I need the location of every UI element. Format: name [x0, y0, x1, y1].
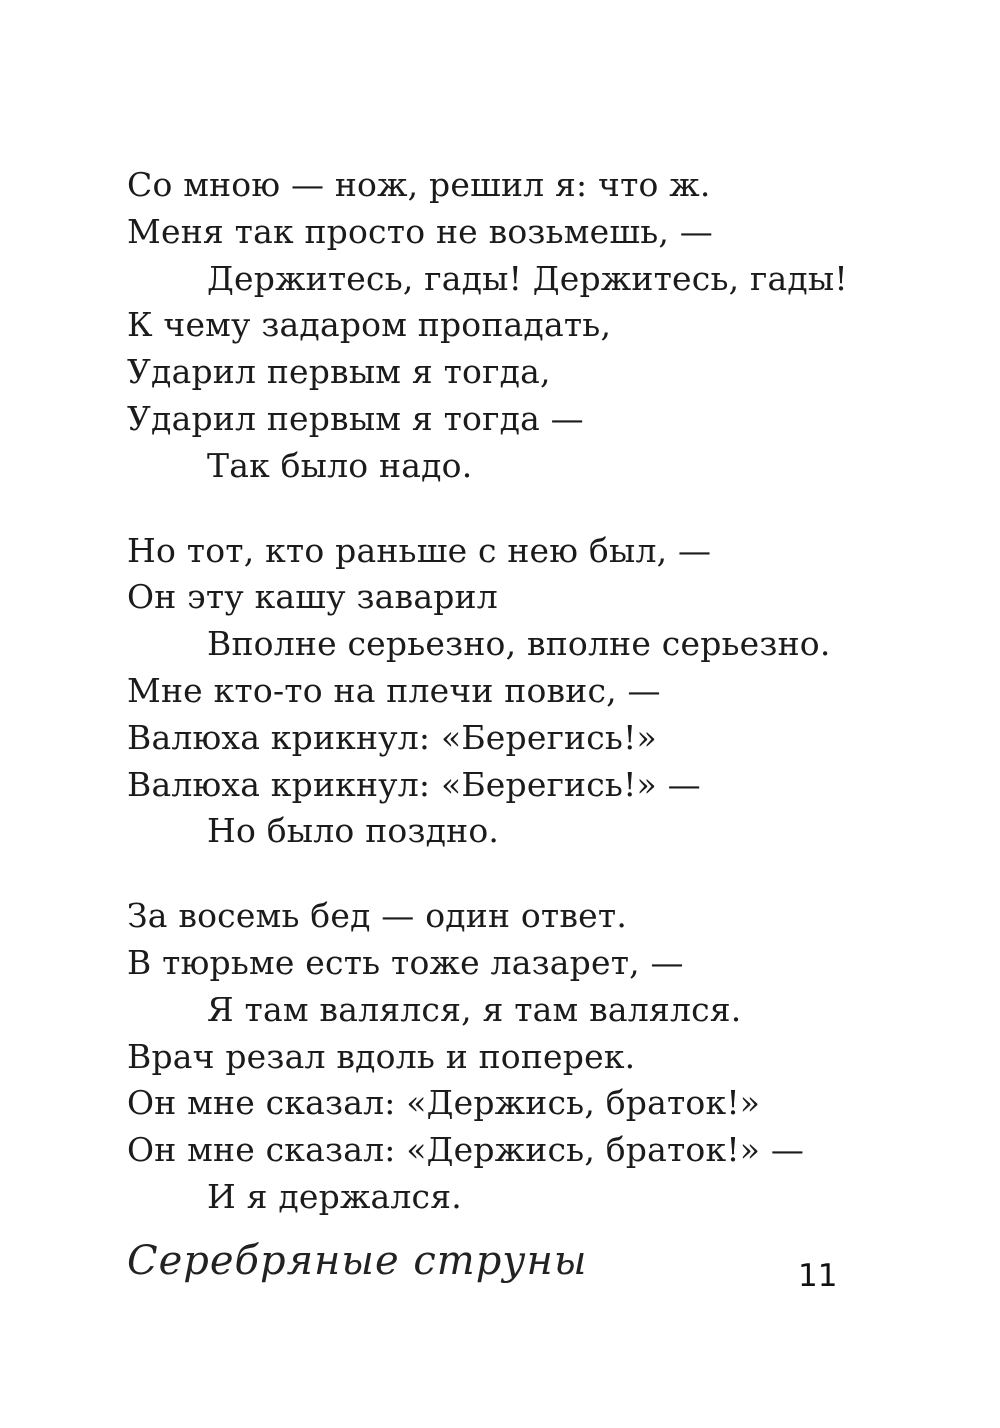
poem-line: Но тот, кто раньше с нею был, — [127, 530, 712, 570]
poem-line: Он мне сказал: «Держись, браток!» [127, 1083, 761, 1123]
page-footer [0, 1238, 1000, 1308]
poem-line: Держитесь, гады! Держитесь, гады! [207, 258, 848, 298]
page-number: 11 [798, 1258, 838, 1294]
poem-line: Врач резал вдоль и поперек. [127, 1036, 636, 1076]
poem-line: Но было поздно. [207, 811, 500, 851]
poem-line: Вполне серьезно, вполне серьезно. [207, 624, 831, 664]
stanza-2 [127, 528, 848, 856]
poem-line: Ударил первым я тогда, [127, 352, 551, 392]
poem-line: Я там валялся, я там валялся. [207, 989, 742, 1029]
poem-line: В тюрьме есть тоже лазарет, — [127, 942, 684, 982]
poem-line: Мне кто-то на плечи повис, — [127, 670, 661, 710]
stanza-1 [127, 162, 848, 490]
poem-line: Валюха крикнул: «Берегись!» [127, 717, 657, 757]
poem-line: И я держался. [207, 1176, 462, 1216]
poem-line: Так было надо. [207, 445, 473, 485]
poem-line: Валюха крикнул: «Берегись!» — [127, 764, 701, 804]
stanza-3 [127, 893, 848, 1221]
poem-line: Со мною — нож, решил я: что ж. [127, 165, 711, 204]
poem-line: Он эту кашу заварил [127, 577, 498, 617]
running-title: Серебряные струны [127, 1238, 588, 1284]
poem-line: Ударил первым я тогда — [127, 398, 584, 438]
poem-line: Меня так просто не возьмешь, — [127, 211, 713, 251]
poem-line: Он мне сказал: «Держись, браток!» — [127, 1130, 805, 1170]
poem-line: К чему задаром пропадать, [127, 305, 612, 345]
poem [127, 162, 848, 1221]
poem-line: За восемь бед — один ответ. [127, 896, 628, 936]
